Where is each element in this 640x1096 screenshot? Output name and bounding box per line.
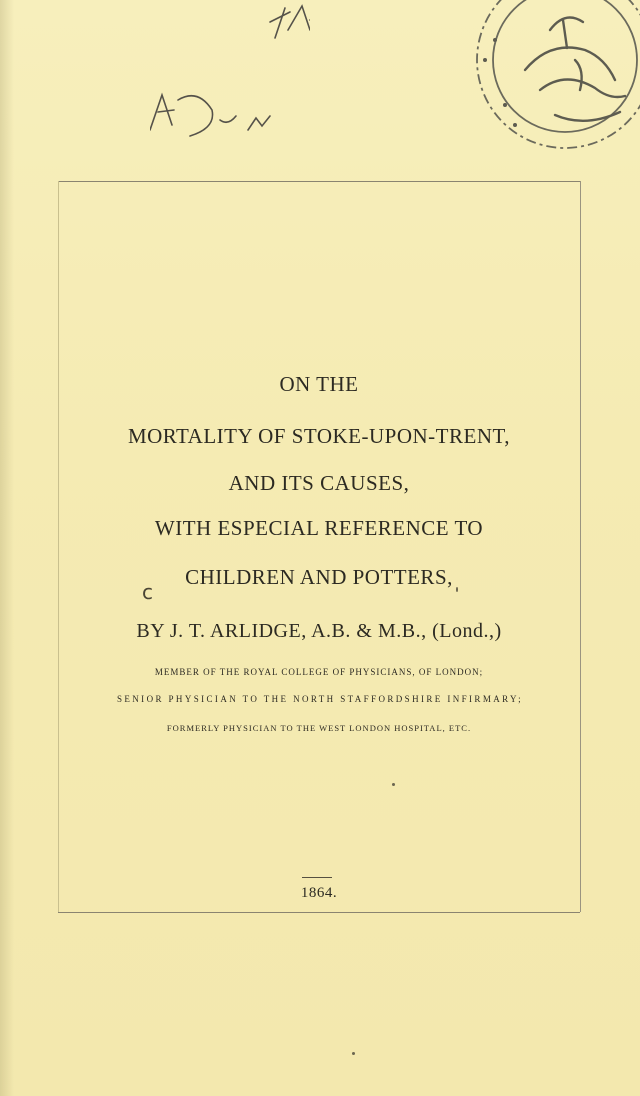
publication-year: 1864. [300, 885, 338, 901]
library-stamp [455, 0, 640, 165]
margin-pencil-mark: c [142, 580, 153, 604]
frame-top-rule [58, 181, 580, 182]
year-rule [302, 877, 332, 878]
author-line: BY J. T. ARLIDGE, A.B. & M.B., (Lond.,) [136, 620, 502, 642]
title-children-potters: CHILDREN AND POTTERS, [185, 565, 453, 589]
binding-shadow [0, 0, 14, 1096]
paper-speck [456, 587, 458, 592]
title-mortality: MORTALITY OF STOKE-UPON-TRENT, [127, 424, 511, 448]
frame-left-rule [58, 181, 59, 912]
credential-formerly: FORMERLY PHYSICIAN TO THE WEST LONDON HOSPITAL, ETC. [166, 723, 472, 733]
title-and-causes: AND ITS CAUSES, [228, 471, 410, 495]
title-on-the: ON THE [279, 372, 359, 396]
frame-right-rule [580, 181, 581, 912]
paper-speck [352, 1052, 355, 1055]
credential-member: MEMBER OF THE ROYAL COLLEGE OF PHYSICIANS, OF LONDON; [154, 667, 484, 677]
handwritten-inscription [150, 0, 310, 150]
title-with-especial: WITH ESPECIAL REFERENCE TO [154, 516, 484, 540]
frame-bottom-rule [58, 912, 580, 913]
credential-senior: SENIOR PHYSICIAN TO THE NORTH STAFFORDSHIRE INFIRMARY; [116, 694, 524, 704]
paper-speck [392, 783, 395, 786]
